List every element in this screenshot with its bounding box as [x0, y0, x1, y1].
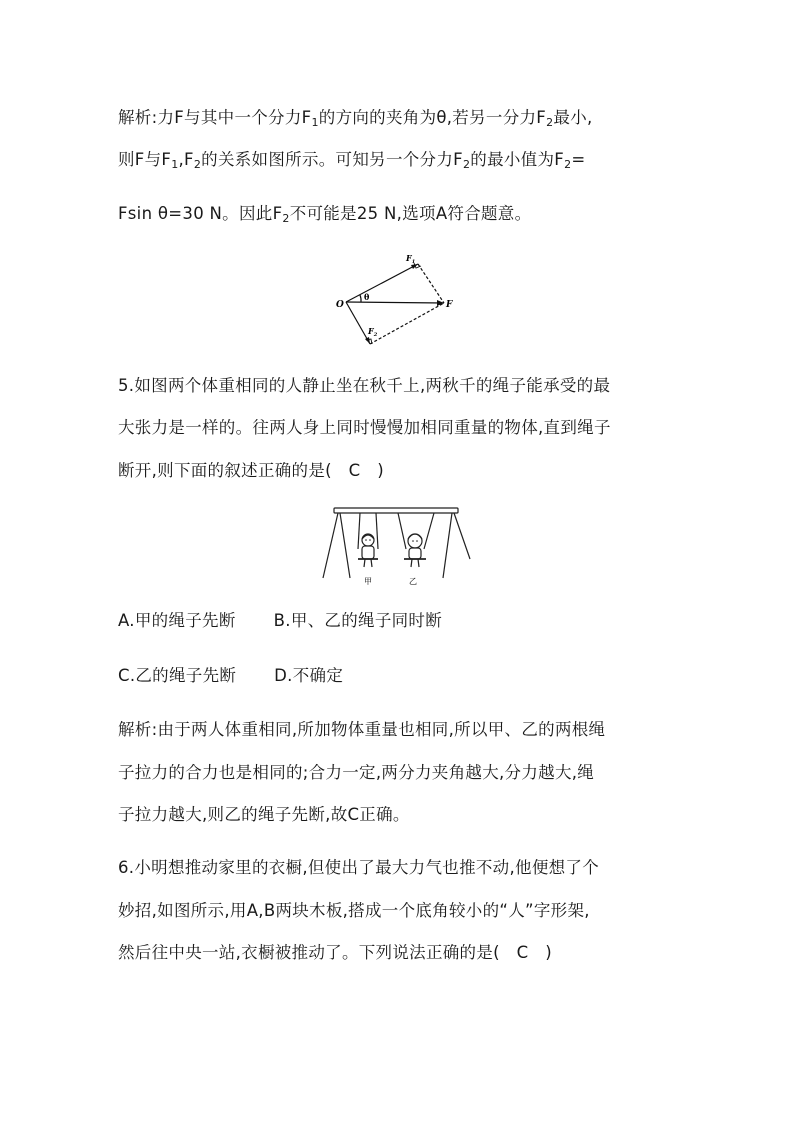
- q6-stem-line-1: 6.小明想推动家里的衣橱,但使出了最大力气也推不动,他便想了个: [118, 858, 600, 877]
- q5-option-d: D.不确定: [274, 666, 344, 685]
- swing-top-bar: [334, 508, 458, 513]
- q5-stem-line-3: 断开,则下面的叙述正确的是( C ): [118, 461, 385, 480]
- jia-head: [362, 534, 374, 546]
- right-leg-front: [454, 513, 470, 559]
- f-label: F: [446, 300, 453, 310]
- f1-label: $F_1$: [406, 253, 416, 265]
- angle-label: θ: [364, 292, 370, 302]
- dashed-line-upper: [418, 264, 444, 303]
- q5-options-row-1: [118, 610, 442, 632]
- q6-stem-line-3: 然后往中央一站,衣橱被推动了。下列说法正确的是( C ): [118, 943, 553, 962]
- f2-arrowhead: [365, 337, 370, 344]
- jia-rope-left: [358, 513, 360, 549]
- yi-rope-right: [424, 513, 434, 549]
- q5-analysis-line-2: 子拉力的合力也是相同的;合力一定,两分力夹角越大,分力越大,绳: [118, 763, 595, 782]
- q5-analysis-line-3: 子拉力越大,则乙的绳子先断,故C正确。: [118, 805, 410, 824]
- q5-option-c: C.乙的绳子先断: [118, 666, 237, 685]
- left-leg-front: [323, 513, 338, 578]
- left-leg-back: [340, 513, 350, 578]
- force-diagram: [336, 250, 466, 350]
- swing-label-yi: 乙: [409, 577, 417, 586]
- jia-rope-right: [376, 513, 378, 549]
- q5-analysis-line-1: 解析:由于两人体重相同,所加物体重量也相同,所以甲、乙的两根绳: [118, 720, 606, 739]
- q6-stem-line-2: 妙招,如图所示,用A,B两块木板,搭成一个底角较小的“人”字形架,: [118, 901, 590, 920]
- f1-vector: [346, 264, 418, 302]
- right-leg-back: [443, 513, 452, 578]
- origin-label: O: [336, 300, 344, 310]
- q5-option-b: B.甲、乙的绳子同时断: [273, 611, 443, 630]
- q4-analysis-line-3: Fsin θ=30 N。因此$F_2$不可能是25 N,选项A符合题意。: [118, 204, 532, 225]
- yi-rope-left: [398, 513, 406, 549]
- q5-stem-line-1: 5.如图两个体重相同的人静止坐在秋千上,两秋千的绳子能承受的最: [118, 376, 611, 395]
- f-vector: [346, 302, 444, 303]
- f2-vector: [346, 302, 370, 344]
- yi-body: [409, 548, 421, 559]
- q5-stem-line-2: 大张力是一样的。往两人身上同时慢慢加相同重量的物体,直到绳子: [118, 418, 611, 437]
- f2-label: $F_2$: [368, 326, 378, 338]
- q4-analysis-line-2: 则F与$F_1,F_2$的关系如图所示。可知另一个分力$F_2$的最小值为$F_2=$: [118, 150, 586, 171]
- dashed-line-lower: [370, 303, 444, 344]
- q5-options-row-2: [118, 665, 343, 687]
- q4-analysis-line-1: 解析:力F与其中一个分力$F_1$的方向的夹角为θ,若另一分力$F_2$最小,: [118, 108, 593, 129]
- swing-illustration: [318, 503, 478, 593]
- swing-label-jia: 甲: [364, 577, 372, 586]
- jia-body: [362, 546, 374, 559]
- angle-arc: [360, 295, 361, 302]
- q5-option-a: A.甲的绳子先断: [118, 611, 236, 630]
